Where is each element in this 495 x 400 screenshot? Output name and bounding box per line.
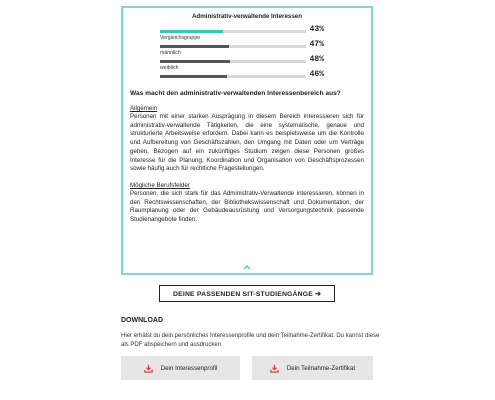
bar-label: männlich xyxy=(160,50,181,56)
section-question: Was macht den administrativ-verwaltenden Interessenbereich aus? xyxy=(130,90,341,97)
fields-title: Mögliche Berufsfelder xyxy=(130,181,190,189)
bar-percent: 48% xyxy=(309,55,324,64)
bar-row-own xyxy=(130,25,364,43)
bar-row-comparison xyxy=(130,40,364,58)
bar-percent: 46% xyxy=(309,70,324,79)
download-profile-label: Dein Interessenprofil xyxy=(160,364,218,372)
download-icon xyxy=(144,364,153,373)
bar-row-female xyxy=(130,70,364,88)
general-text: Personen mit einer starken Ausprägung in diesem Bereich interessieren sich für administrativ-verwaltende Tätigkeiten, die eine systematische, genaue und strukturierte Arbeitsweise erfordern. Dabei kann es beispielsweise um die Kontrolle und Aufbereitung von Geschäftszahlen, den Umgang mit Daten oder um Verträge gehen. Bezogen auf ein zukünftiges Studium zeigen diese Personen großes Interesse für die Planung, Koordination und Organisation von Geschäftsprozessen sowie häufig auch für rechtliche Fragestellungen. xyxy=(130,113,364,173)
chart-title: Administrativ-verwaltende Interessen xyxy=(191,13,303,20)
download-icon xyxy=(270,364,279,373)
chevron-up-icon[interactable] xyxy=(243,264,251,270)
download-certificate-label: Dein Teilnahme-Zertifikat xyxy=(286,364,356,372)
bar-track xyxy=(160,60,306,63)
bar-fill xyxy=(160,75,227,78)
general-title: Allgemein xyxy=(130,105,158,112)
bar-label: weiblich xyxy=(160,65,179,71)
bar-percent: 47% xyxy=(309,40,324,49)
bar-row-male xyxy=(130,55,364,73)
bar-label: Vergleichsgruppe xyxy=(160,35,201,41)
bar-fill xyxy=(160,30,223,33)
download-title: DOWNLOAD xyxy=(121,317,163,324)
matching-programs-button[interactable]: DEINE PASSENDEN SIT-STUDIENGÄNGE ➔ xyxy=(159,285,335,302)
bar-percent: 43% xyxy=(309,25,324,34)
download-profile-button[interactable] xyxy=(121,356,240,380)
interest-result-card xyxy=(121,6,373,275)
download-text: Hier erhälst du dein persönliches Interessenprofile und dein Teilnahme-Zertifikat. Du kannst diese als PDF abspeichern und ausdrucken xyxy=(121,333,380,348)
bar-track xyxy=(160,75,306,78)
bar-track xyxy=(160,45,306,48)
bar-fill xyxy=(160,60,230,63)
bar-track xyxy=(160,30,306,33)
bar-fill xyxy=(160,45,229,48)
download-certificate-button[interactable] xyxy=(252,356,373,380)
fields-text: Personen, die sich stark für das Administrativ-Verwaltende interessieren, können in den Rechtswissenschaften, der Bibliothekswissenschaft und Dokumentation, der Raumplanung oder der Gebäudeausrüstung und Versorgungstechnik passende Studienangebote finden. xyxy=(130,189,364,224)
